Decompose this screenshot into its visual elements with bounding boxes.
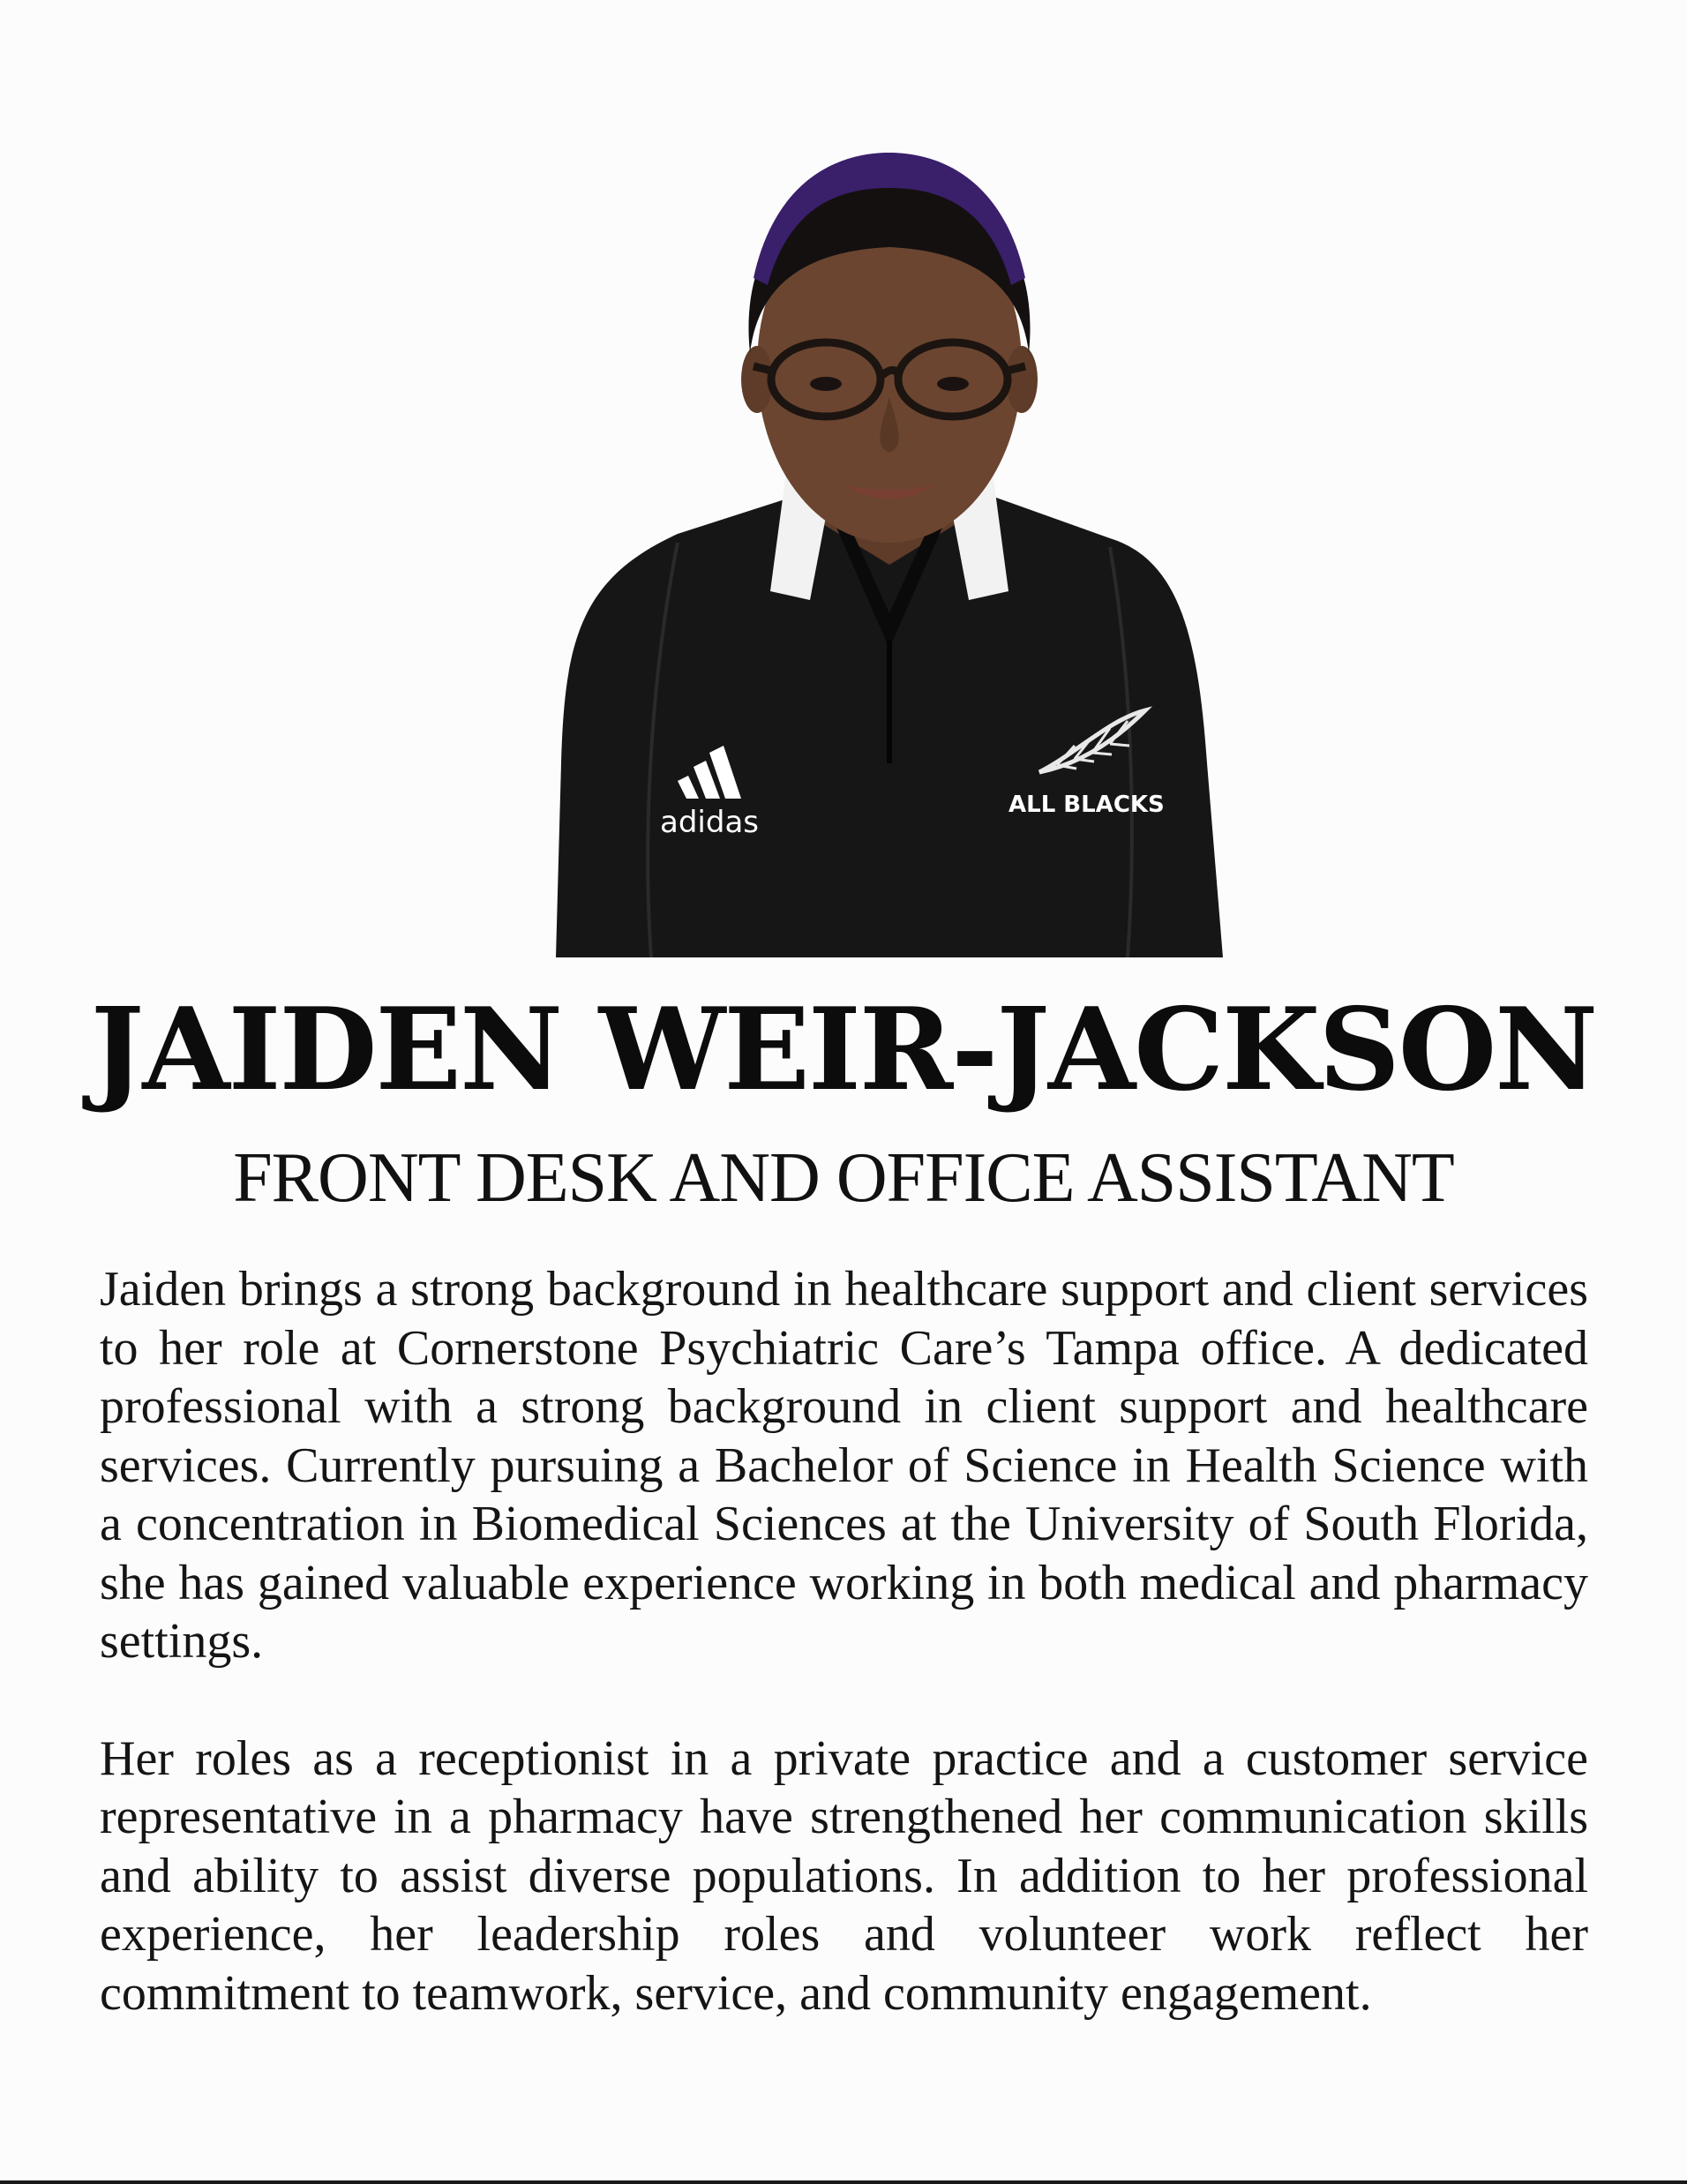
profile-photo: [545, 146, 1233, 957]
portrait-illustration: [545, 146, 1233, 957]
bio-paragraph: Jaiden brings a strong background in healthcare support and client services to her role at Cornerstone Psychiatric Care’s Tampa office. A dedicated professional with a strong background in client support and healthcare services. Currently pursuing a Bachelor of Science in Health Science with a concentration in Biomedical Sciences at the University of South Florida, she has gained valuable experience working in both medical and pharmacy settings.: [100, 1262, 1588, 1669]
bio-paragraph: Her roles as a receptionist in a private practice and a customer service representative in a pharmacy have strengthened her communication skills and ability to assist diverse populations. In addition to her professional experience, her leadership roles and volunteer work reflect her commitment to teamwork, service, and community engagement.: [100, 1730, 1588, 2021]
svg-text:ALL BLACKS: ALL BLACKS: [1008, 792, 1165, 818]
bottom-border: [0, 2180, 1687, 2184]
svg-text:adidas: adidas: [660, 805, 759, 840]
job-title: FRONT DESK AND OFFICE ASSISTANT: [233, 1139, 1454, 1217]
person-name: JAIDEN WEIR-JACKSON: [90, 984, 1597, 1116]
bio-section: [100, 1260, 1588, 2023]
